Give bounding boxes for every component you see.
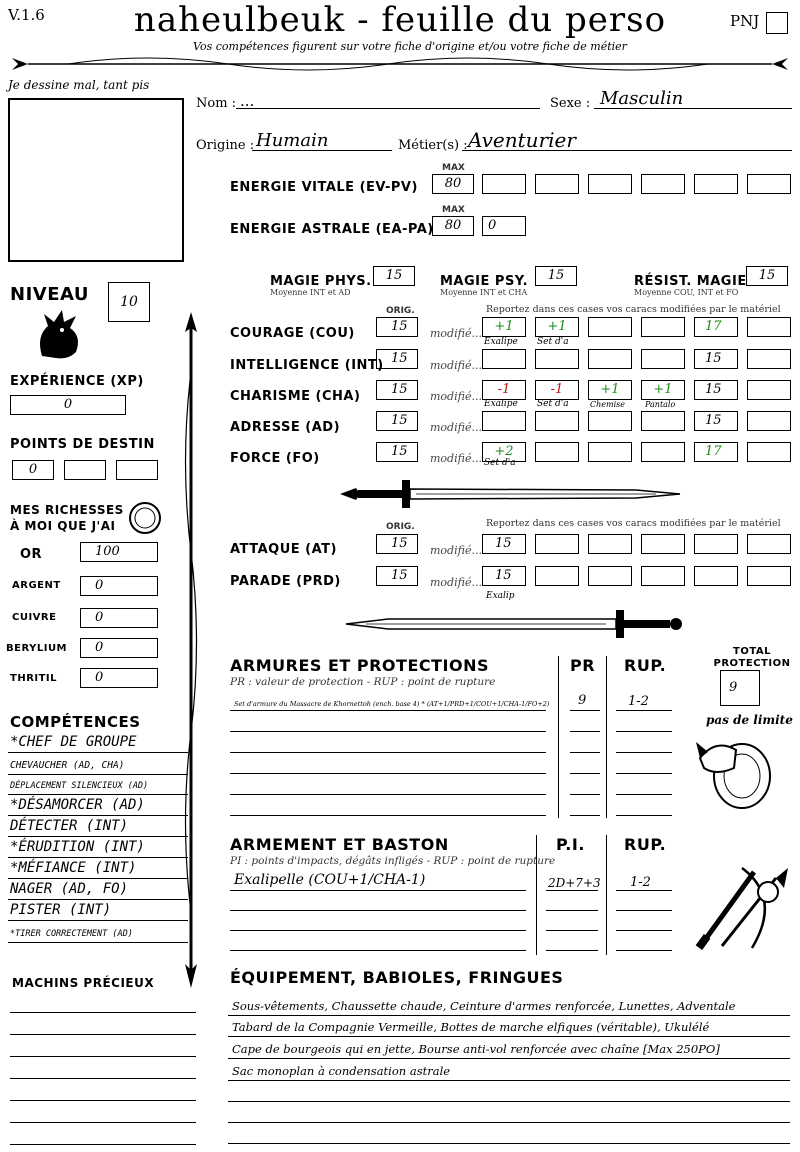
attaque-mod-1[interactable]: 15	[482, 534, 526, 554]
equipement-line[interactable]	[228, 1080, 790, 1081]
machins-line[interactable]	[10, 1056, 196, 1057]
armures-pr-divider	[558, 656, 559, 818]
intelligence-modifie: modifié...	[430, 359, 482, 372]
carac-report-note: Reportez dans ces cases vos caracs modifiées par le matériel	[486, 304, 781, 315]
nom-line	[236, 108, 540, 109]
arme-rup-line[interactable]	[616, 950, 672, 951]
competence-item: PISTER (INT)	[10, 902, 112, 918]
combat-report-note: Reportez dans ces cases vos caracs modifiées par le matériel	[486, 518, 781, 529]
adresse-mod-1[interactable]	[482, 411, 526, 431]
charisme-final[interactable]: 15	[694, 380, 738, 400]
charisme-modifie: modifié...	[430, 390, 482, 403]
ev-box-3[interactable]	[535, 174, 579, 194]
armure-line[interactable]	[230, 752, 546, 753]
or-label: OR	[20, 547, 43, 562]
magie-psy-label: MAGIE PSY.	[440, 274, 529, 289]
sexe-line	[594, 108, 792, 109]
equipement-line-text[interactable]: Sous-vêtements, Chaussette chaude, Ceinture d'armes renforcée, Lunettes, Adventale	[232, 999, 736, 1013]
armure-rup-line[interactable]	[616, 731, 672, 732]
courage-extra[interactable]	[747, 317, 791, 337]
berylium-box[interactable]: 0	[80, 638, 158, 658]
competence-line	[8, 857, 188, 858]
machins-line[interactable]	[10, 1122, 196, 1123]
armure-line[interactable]	[230, 794, 546, 795]
origine-line	[252, 150, 392, 151]
machins-line[interactable]	[10, 1078, 196, 1079]
force-mod-4[interactable]	[641, 442, 685, 462]
metier-line	[462, 150, 792, 151]
arme-line[interactable]	[230, 910, 526, 911]
arme-pi-line[interactable]	[546, 910, 598, 911]
armure-pr-line[interactable]	[570, 710, 600, 711]
ev-box-5[interactable]	[641, 174, 685, 194]
magie-phys-label: MAGIE PHYS.	[270, 274, 372, 289]
parade-mod-5[interactable]	[694, 566, 738, 586]
ev-max-label: MAX	[442, 163, 465, 173]
equipement-line[interactable]	[228, 1143, 790, 1144]
armement-pi-divider	[536, 835, 537, 955]
sword-icon	[336, 606, 686, 642]
intelligence-orig-box[interactable]: 15	[376, 349, 418, 369]
competence-item: *MÉFIANCE (INT)	[10, 860, 137, 876]
argent-box[interactable]: 0	[80, 576, 158, 596]
resist-magie-label: RÉSIST. MAGIE	[634, 274, 747, 289]
intelligence-mod-1[interactable]	[482, 349, 526, 369]
armure-item[interactable]: Set d'armure du Massacre de Khornettoh (ench. base 4) * (AT+1/PRD+1/COU+1/CHA-1/FO+2)	[234, 700, 550, 708]
machins-line[interactable]	[10, 1144, 196, 1145]
courage-mod-2-note: Set d'a	[537, 337, 569, 347]
arme-line[interactable]	[230, 890, 526, 891]
competence-line	[8, 815, 188, 816]
thritil-label: THRITIL	[10, 673, 58, 684]
courage-final[interactable]: 17	[694, 317, 738, 337]
force-orig-box[interactable]: 15	[376, 442, 418, 462]
pnj-label: PNJ	[730, 12, 760, 30]
armure-pr-line[interactable]	[570, 773, 600, 774]
equipement-title: ÉQUIPEMENT, BABIOLES, FRINGUES	[230, 968, 564, 987]
thritil-box[interactable]: 0	[80, 668, 158, 688]
version-label: V.1.6	[8, 6, 45, 24]
force-mod-2[interactable]	[535, 442, 579, 462]
equipement-line[interactable]	[228, 1122, 790, 1123]
armure-pr-line[interactable]	[570, 794, 600, 795]
charisme-mod-2-note: Set d'a	[537, 399, 569, 409]
competence-item: *DÉSAMORCER (AD)	[10, 797, 145, 813]
force-label: FORCE (FO)	[230, 451, 320, 466]
charisme-orig-box[interactable]: 15	[376, 380, 418, 400]
ev-box-2[interactable]	[482, 174, 526, 194]
parade-mod-6[interactable]	[747, 566, 791, 586]
armement-title: ARMEMENT ET BASTON	[230, 835, 449, 854]
courage-mod-4[interactable]	[641, 317, 685, 337]
coin-icon	[128, 501, 162, 535]
destin-label: POINTS DE DESTIN	[10, 437, 155, 452]
portrait-caption: Je dessine mal, tant pis	[8, 78, 150, 92]
ev-max-box[interactable]: 80	[432, 174, 474, 194]
charisme-mod-1[interactable]: -1	[482, 380, 526, 400]
adresse-modifie: modifié...	[430, 421, 482, 434]
competence-item: CHEVAUCHER (AD, CHA)	[10, 760, 125, 771]
competence-item: *TIRER CORRECTEMENT (AD)	[10, 929, 133, 939]
ea-current-box[interactable]: 0	[482, 216, 526, 236]
origine-value[interactable]: Humain	[256, 130, 329, 151]
arme-item-pi[interactable]: 2D+7+3	[548, 876, 601, 890]
charisme-extra[interactable]	[747, 380, 791, 400]
or-box[interactable]: 100	[80, 542, 158, 562]
equipement-line-text[interactable]: Cape de bourgeois qui en jette, Bourse anti-vol renforcée avec chaîne [Max 250PO]	[232, 1042, 720, 1056]
parade-mod-3[interactable]	[588, 566, 632, 586]
armure-item-rup[interactable]: 1-2	[628, 694, 649, 709]
attaque-mod-4[interactable]	[641, 534, 685, 554]
intelligence-mod-3[interactable]	[588, 349, 632, 369]
parade-mod-1[interactable]: 15	[482, 566, 526, 586]
charisme-mod-3[interactable]: +1	[588, 380, 632, 400]
parade-mod-1-note: Exalip	[486, 591, 515, 601]
sword-icon	[336, 476, 686, 512]
magie-phys-sub: Moyenne INT et AD	[270, 288, 351, 297]
competence-line	[8, 899, 188, 900]
adresse-extra[interactable]	[747, 411, 791, 431]
pnj-checkbox[interactable]	[766, 12, 788, 34]
equipement-line[interactable]	[228, 1058, 790, 1059]
arme-item[interactable]: Exalipelle (COU+1/CHA-1)	[234, 872, 426, 888]
armure-pr-line[interactable]	[570, 815, 600, 816]
sexe-label: Sexe :	[550, 96, 591, 111]
machins-line[interactable]	[10, 1012, 196, 1013]
parade-label: PARADE (PRD)	[230, 574, 341, 589]
courage-label: COURAGE (COU)	[230, 326, 355, 341]
charisme-mod-3-note: Chemise	[590, 400, 625, 409]
courage-mod-1-note: Exalipe	[484, 337, 518, 347]
page-subtitle: Vos compétences figurent sur votre fiche d'origine et/ou votre fiche de métier	[193, 40, 627, 53]
ev-box-4[interactable]	[588, 174, 632, 194]
arme-pi-line[interactable]	[546, 950, 598, 951]
armures-rup-divider	[606, 656, 607, 818]
armement-rup-header: RUP.	[624, 835, 667, 854]
attaque-mod-6[interactable]	[747, 534, 791, 554]
cuivre-label: CUIVRE	[12, 612, 57, 623]
destin-box-3[interactable]	[116, 460, 158, 480]
competence-line	[8, 836, 188, 837]
richesses-label-1: MES RICHESSES	[10, 503, 124, 517]
attaque-label: ATTAQUE (AT)	[230, 542, 337, 557]
armure-line[interactable]	[230, 815, 546, 816]
charisme-label: CHARISME (CHA)	[230, 389, 361, 404]
force-mod-1-note: Set d'a	[484, 458, 516, 468]
equipement-line[interactable]	[228, 1036, 790, 1037]
weapons-icon	[692, 858, 792, 954]
machins-line[interactable]	[10, 1034, 196, 1035]
competence-item: NAGER (AD, FO)	[10, 881, 129, 897]
arme-pi-line[interactable]	[546, 890, 598, 891]
armure-rup-line[interactable]	[616, 815, 672, 816]
magie-psy-sub: Moyenne INT et CHA	[440, 288, 528, 297]
argent-label: ARGENT	[12, 580, 61, 591]
ev-box-6[interactable]	[694, 174, 738, 194]
destin-box-2[interactable]	[64, 460, 106, 480]
courage-modifie: modifié...	[430, 327, 482, 340]
xp-box[interactable]: 0	[10, 395, 126, 415]
niveau-box[interactable]: 10	[108, 282, 150, 322]
armure-line[interactable]	[230, 710, 546, 711]
competence-line	[8, 752, 188, 753]
competence-line	[8, 794, 188, 795]
armure-pr-line[interactable]	[570, 752, 600, 753]
adresse-orig-box[interactable]: 15	[376, 411, 418, 431]
parade-mod-4[interactable]	[641, 566, 685, 586]
charisme-mod-4[interactable]: +1	[641, 380, 685, 400]
attaque-mod-2[interactable]	[535, 534, 579, 554]
vertical-spear-icon	[180, 312, 202, 988]
nom-label: Nom :	[196, 96, 237, 111]
cuivre-box[interactable]: 0	[80, 608, 158, 628]
attaque-mod-3[interactable]	[588, 534, 632, 554]
attaque-mod-5[interactable]	[694, 534, 738, 554]
force-modifie: modifié...	[430, 452, 482, 465]
adresse-final[interactable]: 15	[694, 411, 738, 431]
armement-sub: PI : points d'impacts, dégâts infligés - RUP : point de rupture	[230, 855, 556, 867]
arme-line[interactable]	[230, 950, 526, 951]
courage-orig-box[interactable]: 15	[376, 317, 418, 337]
armure-rup-line[interactable]	[616, 710, 672, 711]
charisme-mod-2[interactable]: -1	[535, 380, 579, 400]
equipement-line[interactable]	[228, 1101, 790, 1102]
combat-orig-label: ORIG.	[386, 522, 415, 532]
armement-pi-header: P.I.	[556, 835, 585, 854]
competence-item: *ÉRUDITION (INT)	[10, 839, 145, 855]
arme-pi-line[interactable]	[546, 930, 598, 931]
adresse-mod-3[interactable]	[588, 411, 632, 431]
adresse-mod-4[interactable]	[641, 411, 685, 431]
magie-phys-box[interactable]: 15	[373, 266, 415, 286]
ev-box-7[interactable]	[747, 174, 791, 194]
intelligence-final[interactable]: 15	[694, 349, 738, 369]
richesses-label-2: À MOI QUE J'AI	[10, 519, 116, 533]
ea-label: ENERGIE ASTRALE (EA-PA)	[230, 222, 434, 237]
intelligence-mod-4[interactable]	[641, 349, 685, 369]
equipement-line-text[interactable]: Sac monoplan à condensation astrale	[232, 1064, 451, 1078]
armures-sub: PR : valeur de protection - RUP : point de rupture	[230, 676, 496, 688]
sexe-value[interactable]: Masculin	[600, 88, 684, 109]
attaque-orig-box[interactable]: 15	[376, 534, 418, 554]
arme-rup-line[interactable]	[616, 890, 672, 891]
courage-mod-2[interactable]: +1	[535, 317, 579, 337]
dragon-icon	[32, 306, 86, 362]
intelligence-mod-2[interactable]	[535, 349, 579, 369]
charisme-mod-4-note: Pantalo	[645, 400, 676, 409]
competence-line	[8, 920, 188, 921]
armures-pr-header: PR	[570, 656, 596, 675]
arme-item-rup[interactable]: 1-2	[630, 875, 651, 890]
armure-pr-line[interactable]	[570, 731, 600, 732]
competence-line	[8, 774, 188, 775]
force-final[interactable]: 17	[694, 442, 738, 462]
armure-rup-line[interactable]	[616, 773, 672, 774]
force-mod-3[interactable]	[588, 442, 632, 462]
machins-line[interactable]	[10, 1100, 196, 1101]
metier-value[interactable]: Aventurier	[468, 128, 576, 152]
portrait-box[interactable]	[8, 98, 184, 262]
force-mod-1[interactable]: +2	[482, 442, 526, 462]
adresse-mod-2[interactable]	[535, 411, 579, 431]
arme-line[interactable]	[230, 930, 526, 931]
pas-de-limite-label: pas de limite	[706, 713, 793, 727]
attaque-modifie: modifié...	[430, 544, 482, 557]
competence-item: DÉTECTER (INT)	[10, 818, 129, 834]
niveau-label: NIVEAU	[10, 284, 89, 305]
armement-rup-divider	[606, 835, 607, 955]
page-title: naheulbeuk - feuille du perso	[133, 0, 667, 40]
intelligence-extra[interactable]	[747, 349, 791, 369]
metier-label: Métier(s) :	[398, 138, 468, 153]
parade-orig-box[interactable]: 15	[376, 566, 418, 586]
armure-item-pr[interactable]: 9	[578, 693, 587, 708]
ea-max-box[interactable]: 80	[432, 216, 474, 236]
competences-title: COMPÉTENCES	[10, 713, 141, 731]
ev-label: ENERGIE VITALE (EV-PV)	[230, 180, 418, 195]
armure-line[interactable]	[230, 773, 546, 774]
parade-modifie: modifié...	[430, 576, 482, 589]
armures-rup-header: RUP.	[624, 656, 667, 675]
origine-label: Origine :	[196, 138, 255, 153]
intelligence-label: INTELLIGENCE (INT)	[230, 358, 384, 373]
competence-item: DÉPLACEMENT SILENCIEUX (AD)	[10, 781, 149, 791]
ea-max-label: MAX	[442, 205, 465, 215]
equipement-line-text[interactable]: Tabard de la Compagnie Vermeille, Bottes de marche elfiques (véritable), Ukulélé	[232, 1020, 710, 1034]
equipement-line[interactable]	[228, 1015, 790, 1016]
adresse-label: ADRESSE (AD)	[230, 420, 341, 435]
arme-rup-line[interactable]	[616, 910, 672, 911]
xp-label: EXPÉRIENCE (XP)	[10, 374, 144, 389]
force-extra[interactable]	[747, 442, 791, 462]
carac-orig-label: ORIG.	[386, 306, 415, 316]
parade-mod-2[interactable]	[535, 566, 579, 586]
courage-mod-1[interactable]: +1	[482, 317, 526, 337]
competence-item: *CHEF DE GROUPE	[10, 734, 137, 750]
armure-rup-line[interactable]	[616, 752, 672, 753]
armure-rup-line[interactable]	[616, 794, 672, 795]
armures-title: ARMURES ET PROTECTIONS	[230, 656, 489, 675]
total-protection-box[interactable]: 9	[720, 670, 760, 706]
charisme-mod-1-note: Exalipe	[484, 399, 518, 409]
machins-title: MACHINS PRÉCIEUX	[12, 976, 155, 990]
helmet-shield-icon	[696, 728, 776, 812]
resist-magie-sub: Moyenne COU, INT et FO	[634, 288, 739, 297]
total-protection-label: TOTAL PROTECTION	[713, 646, 791, 669]
resist-magie-box[interactable]: 15	[746, 266, 788, 286]
courage-mod-3[interactable]	[588, 317, 632, 337]
arme-rup-line[interactable]	[616, 930, 672, 931]
nom-value[interactable]: ...	[240, 92, 255, 110]
competence-line	[8, 878, 188, 879]
spear-ornament-icon	[8, 52, 792, 76]
destin-box-1[interactable]: 0	[12, 460, 54, 480]
magie-psy-box[interactable]: 15	[535, 266, 577, 286]
berylium-label: BERYLIUM	[6, 643, 68, 654]
armure-line[interactable]	[230, 731, 546, 732]
competence-line	[8, 942, 188, 943]
